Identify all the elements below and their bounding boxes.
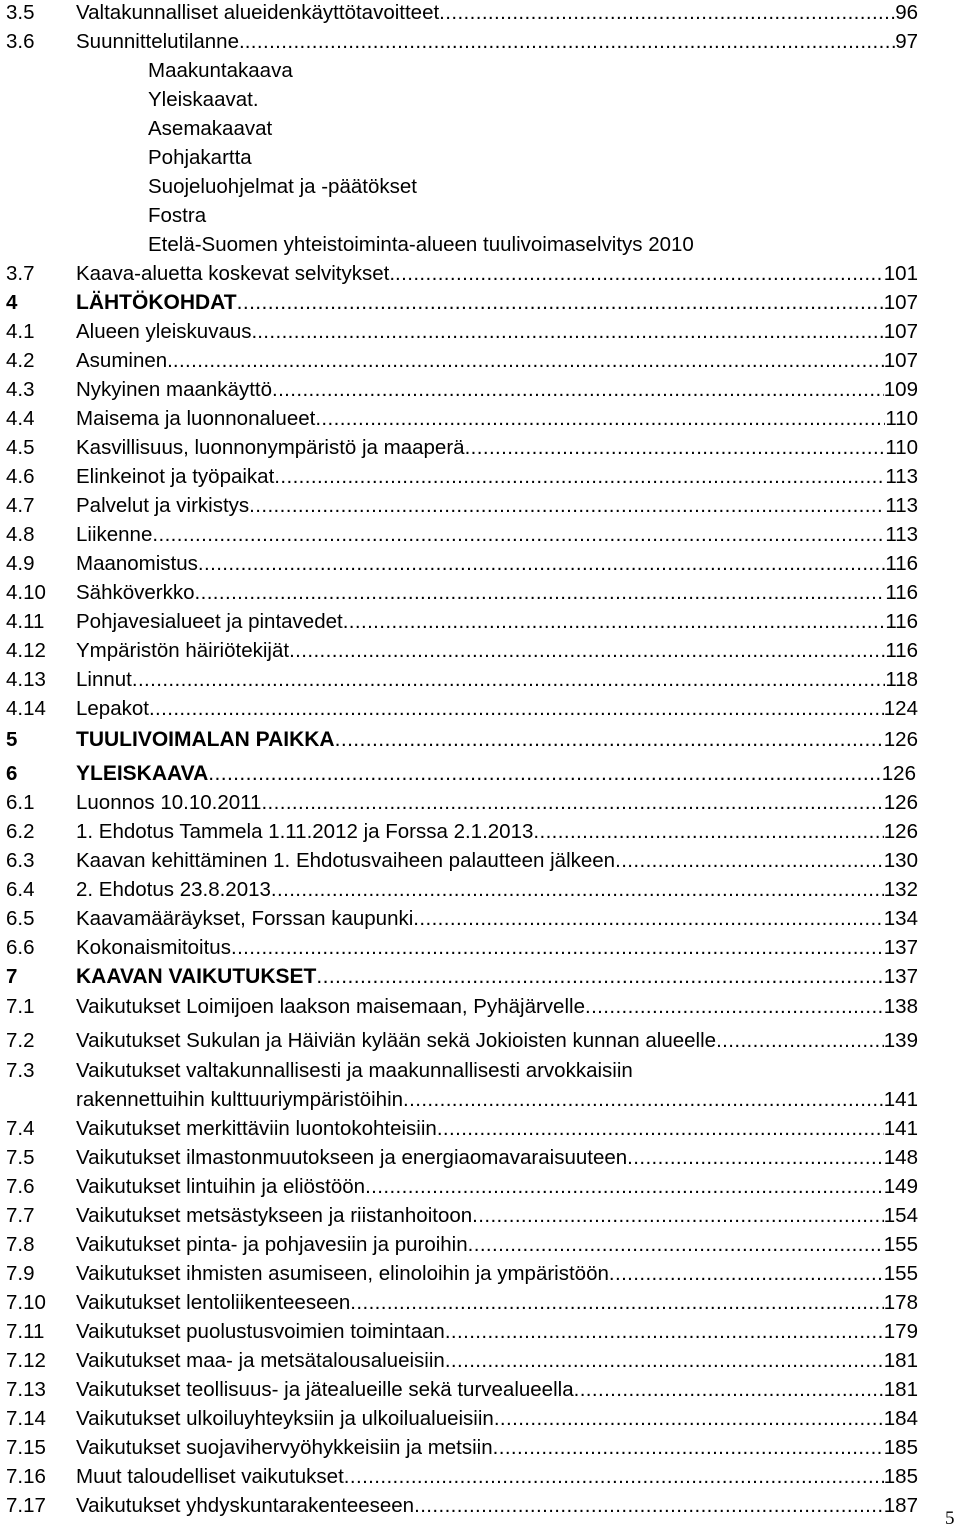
entry-number: 7.7	[6, 1204, 35, 1227]
dot-leader	[437, 1116, 884, 1142]
entry-title: Nykyinen maankäyttö	[76, 378, 272, 401]
entry-title: 2. Ehdotus 23.8.2013	[76, 878, 271, 901]
entry-title: Vaikutukset puolustusvoimien toimintaan	[76, 1320, 445, 1343]
entry-number: 7.1	[6, 995, 35, 1018]
dot-leader	[315, 406, 885, 432]
entry-page: 155	[883, 1233, 918, 1256]
entry-number: 7	[6, 965, 18, 988]
dot-leader	[152, 522, 885, 548]
entry-number: 7.14	[6, 1407, 46, 1430]
entry-title: rakennettuihin kulttuuriympäristöihin	[76, 1088, 404, 1111]
sub-item: Asemakaavat	[148, 117, 273, 140]
entry-number: 4.12	[6, 639, 46, 662]
entry-number: 7.5	[6, 1146, 35, 1169]
entry-title: Valtakunnalliset alueidenkäyttötavoitteet	[76, 1, 440, 24]
entry-page: 126	[883, 820, 918, 843]
entry-title: Kaava-aluetta koskevat selvitykset.	[76, 262, 396, 285]
entry-title: YLEISKAAVA	[76, 762, 209, 785]
entry-title: Alueen yleiskuvaus.	[76, 320, 258, 343]
entry-title: Lepakot	[76, 697, 149, 720]
entry-number: 4.11	[6, 610, 45, 633]
entry-title: Vaikutukset pinta- ja pohjavesiin ja puroihin	[76, 1233, 468, 1256]
entry-number: 4.2	[6, 349, 35, 372]
dot-leader	[403, 1087, 884, 1113]
entry-title: Vaikutukset ilmastonmuutokseen ja energiaomavaraisuuteen	[76, 1146, 628, 1169]
entry-title: Ympäristön häiriötekijät	[76, 639, 290, 662]
dot-leader	[365, 1174, 884, 1200]
sub-item: Yleiskaavat.	[148, 88, 259, 111]
entry-title: Asuminen.	[76, 349, 173, 372]
entry-page: 116	[885, 552, 918, 575]
entry-title: LÄHTÖKOHDAT	[76, 291, 237, 314]
entry-page: 138	[883, 995, 918, 1018]
entry-number: 7.6	[6, 1175, 35, 1198]
entry-number: 4.1	[6, 320, 35, 343]
dot-leader	[585, 994, 884, 1020]
entry-number: 4.8	[6, 523, 35, 546]
entry-title: Vaikutukset Loimijoen laakson maisemaan, Pyhäjärvelle	[76, 995, 585, 1018]
dot-leader	[132, 667, 885, 693]
entry-title: Kaavan kehittäminen 1. Ehdotusvaiheen palautteen jälkeen	[76, 849, 616, 872]
entry-page: 184	[883, 1407, 918, 1430]
entry-title: Kaavamääräykset, Forssan kaupunki	[76, 907, 414, 930]
entry-number: 4.9	[6, 552, 35, 575]
dot-leader	[627, 1145, 884, 1171]
dot-leader	[173, 348, 884, 374]
entry-title: Liikenne	[76, 523, 153, 546]
dot-leader	[350, 1290, 884, 1316]
entry-title: TUULIVOIMALAN PAIKKA	[76, 728, 335, 751]
entry-page: 116	[885, 639, 918, 662]
sub-item: Pohjakartta	[148, 146, 252, 169]
entry-number: 7.13	[6, 1378, 46, 1401]
entry-page: 107	[883, 349, 918, 372]
dot-leader	[468, 1232, 884, 1258]
dot-leader	[316, 964, 883, 990]
dot-leader	[493, 1435, 884, 1461]
dot-leader	[343, 609, 886, 635]
entry-number: 7.16	[6, 1465, 46, 1488]
entry-page: 154	[883, 1204, 918, 1227]
entry-title: Vaikutukset Sukulan ja Häiviän kylään sekä Jokioisten kunnan alueelle	[76, 1029, 717, 1052]
entry-number: 7.11	[6, 1320, 45, 1343]
entry-title: Vaikutukset valtakunnallisesti ja maakunnallisesti arvokkaisiin	[76, 1059, 633, 1082]
entry-number: 7.12	[6, 1349, 46, 1372]
entry-page: 185	[883, 1436, 918, 1459]
dot-leader	[289, 638, 885, 664]
dot-leader	[249, 493, 885, 519]
dot-leader	[494, 1406, 884, 1432]
entry-page: 116	[885, 581, 918, 604]
entry-title: Vaikutukset ulkoiluyhteyksiin ja ulkoilualueisiin	[76, 1407, 494, 1430]
entry-page: 118	[885, 668, 918, 691]
sub-item: Suojeluohjelmat ja -päätökset	[148, 175, 417, 198]
entry-page: 178	[883, 1291, 918, 1314]
entry-number: 6	[6, 762, 18, 785]
dot-leader	[414, 1493, 884, 1519]
entry-title: Luonnos 10.10.2011	[76, 791, 262, 814]
entry-number: 3.7	[6, 262, 35, 285]
dot-leader	[574, 1377, 884, 1403]
entry-title: Kasvillisuus, luonnonympäristö ja maaperä	[76, 436, 465, 459]
entry-page: 179	[883, 1320, 918, 1343]
entry-title: KAAVAN VAIKUTUKSET	[76, 965, 317, 988]
entry-page: 124	[883, 697, 918, 720]
entry-page: 101	[883, 262, 918, 285]
entry-page: 110	[885, 436, 918, 459]
entry-page: 132	[883, 878, 918, 901]
entry-number: 6.3	[6, 849, 35, 872]
entry-title: Suunnittelutilanne.	[76, 30, 245, 53]
entry-number: 6.4	[6, 878, 35, 901]
entry-title: Palvelut ja virkistys	[76, 494, 250, 517]
dot-leader	[609, 1261, 884, 1287]
entry-page: 187	[883, 1494, 918, 1517]
dot-leader	[198, 551, 885, 577]
entry-title: Vaikutukset teollisuus- ja jätealueille sekä turvealueella	[76, 1378, 574, 1401]
entry-title: Vaikutukset ihmisten asumiseen, elinoloihin ja ympäristöön	[76, 1262, 609, 1285]
entry-number: 7.10	[6, 1291, 46, 1314]
dot-leader	[237, 290, 884, 316]
dot-leader	[195, 580, 886, 606]
dot-leader	[261, 790, 883, 816]
dot-leader	[716, 1028, 884, 1054]
entry-page: 126	[883, 728, 918, 751]
entry-title: Vaikutukset lentoliikenteeseen	[76, 1291, 351, 1314]
page-number: 5	[945, 1508, 955, 1529]
sub-item: Etelä-Suomen yhteistoiminta-alueen tuulivoimaselvitys 2010	[148, 233, 694, 256]
dot-leader	[395, 261, 884, 287]
entry-page: 113	[885, 523, 918, 546]
entry-title: Vaikutukset merkittäviin luontokohteisiin	[76, 1117, 437, 1140]
entry-page: 139	[883, 1029, 918, 1052]
dot-leader	[208, 761, 882, 787]
entry-number: 7.3	[6, 1059, 35, 1082]
entry-title: Maisema ja luonnonalueet	[76, 407, 316, 430]
dot-leader	[445, 1348, 884, 1374]
entry-page: 109	[883, 378, 918, 401]
entry-page: 107	[883, 291, 918, 314]
entry-page: 126	[881, 762, 916, 785]
entry-page: 113	[885, 494, 918, 517]
entry-page: 107	[883, 320, 918, 343]
entry-number: 4.3	[6, 378, 35, 401]
entry-number: 7.15	[6, 1436, 46, 1459]
entry-page: 137	[883, 965, 918, 988]
dot-leader	[533, 819, 883, 845]
entry-page: 185	[883, 1465, 918, 1488]
entry-number: 6.6	[6, 936, 35, 959]
entry-page: 116	[885, 610, 918, 633]
dot-leader	[465, 435, 886, 461]
entry-page: 149	[883, 1175, 918, 1198]
dot-leader	[245, 29, 896, 55]
entry-number: 6.1	[6, 791, 35, 814]
dot-leader	[274, 464, 885, 490]
entry-title: Vaikutukset metsästykseen ja riistanhoitoon	[76, 1204, 473, 1227]
entry-page: 137	[883, 936, 918, 959]
dot-leader	[231, 935, 884, 961]
entry-page: 113	[885, 465, 918, 488]
entry-number: 4.5	[6, 436, 35, 459]
entry-number: 7.4	[6, 1117, 35, 1140]
entry-title: Vaikutukset maa- ja metsätalousalueisiin	[76, 1349, 445, 1372]
entry-number: 5	[6, 728, 18, 751]
entry-title: Vaikutukset lintuihin ja eliöstöön	[76, 1175, 366, 1198]
entry-page: 110	[885, 407, 918, 430]
dot-leader	[472, 1203, 884, 1229]
entry-page: 181	[883, 1378, 918, 1401]
entry-number: 7.9	[6, 1262, 35, 1285]
entry-page: 148	[883, 1146, 918, 1169]
entry-title: Elinkeinot ja työpaikat	[76, 465, 275, 488]
dot-leader	[335, 727, 884, 753]
dot-leader	[257, 319, 884, 345]
dot-leader	[439, 0, 895, 26]
entry-title: Pohjavesialueet ja pintavedet	[76, 610, 343, 633]
entry-page: 126	[883, 791, 918, 814]
dot-leader	[344, 1464, 884, 1490]
dot-leader	[615, 848, 884, 874]
entry-page: 134	[883, 907, 918, 930]
entry-number: 4.10	[6, 581, 46, 604]
entry-page: 181	[883, 1349, 918, 1372]
entry-number: 6.5	[6, 907, 35, 930]
entry-number: 7.2	[6, 1029, 35, 1052]
dot-leader	[445, 1319, 884, 1345]
entry-title: Vaikutukset suojavihervyöhykkeisiin ja metsiin	[76, 1436, 493, 1459]
entry-number: 4	[6, 291, 18, 314]
dot-leader	[271, 877, 884, 903]
entry-page: 130	[883, 849, 918, 872]
entry-title: Sähköverkko	[76, 581, 195, 604]
entry-number: 7.8	[6, 1233, 35, 1256]
dot-leader	[272, 377, 884, 403]
entry-title: Vaikutukset yhdyskuntarakenteeseen	[76, 1494, 415, 1517]
entry-number: 4.7	[6, 494, 35, 517]
entry-page: 141	[883, 1117, 918, 1140]
entry-title: Kokonaismitoitus	[76, 936, 231, 959]
dot-leader	[413, 906, 884, 932]
sub-item: Maakuntakaava	[148, 59, 293, 82]
entry-number: 4.4	[6, 407, 35, 430]
entry-page: 141	[883, 1088, 918, 1111]
entry-number: 4.14	[6, 697, 46, 720]
entry-number: 7.17	[6, 1494, 46, 1517]
entry-number: 4.13	[6, 668, 46, 691]
entry-number: 3.5	[6, 1, 35, 24]
entry-page: 97	[895, 30, 918, 53]
entry-title: Maanomistus	[76, 552, 198, 575]
entry-title: Linnut	[76, 668, 132, 691]
entry-number: 6.2	[6, 820, 35, 843]
entry-number: 4.6	[6, 465, 35, 488]
entry-number: 3.6	[6, 30, 35, 53]
entry-page: 155	[883, 1262, 918, 1285]
dot-leader	[149, 696, 884, 722]
entry-title: 1. Ehdotus Tammela 1.11.2012 ja Forssa 2.1.2013	[76, 820, 534, 843]
entry-title: Muut taloudelliset vaikutukset	[76, 1465, 344, 1488]
sub-item: Fostra	[148, 204, 207, 227]
entry-page: 96	[895, 1, 918, 24]
